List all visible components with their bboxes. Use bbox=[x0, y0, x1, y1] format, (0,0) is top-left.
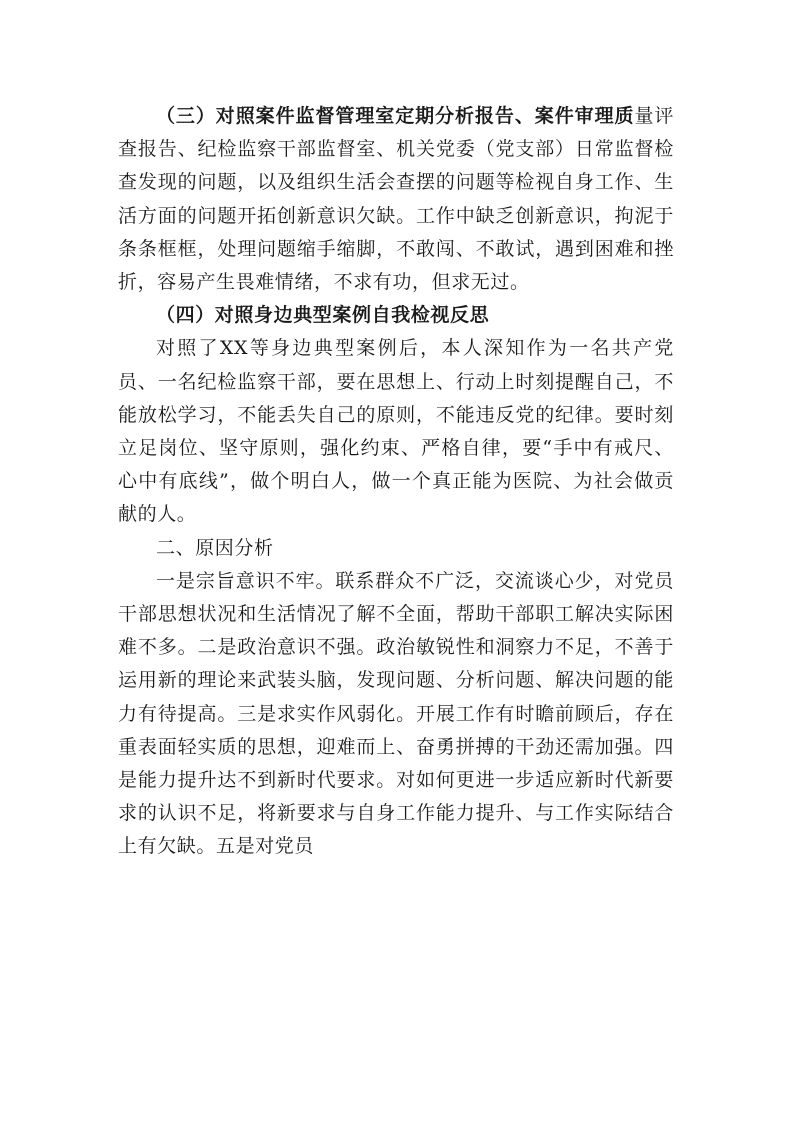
section-3-body: 量评查报告、纪检监察干部监督室、机关党委（党支部）日常监督检查发现的问题，以及组织生活会查摆的问题等检视自身工作、生活方面的问题开拓创新意识欠缺。工作中缺乏创新意识，拘泥于条条框框，处理问题缩手缩脚，不敢闯、不敢试，遇到困难和挫折，容易产生畏难情绪，不求有功，但求无过。 bbox=[118, 105, 675, 294]
section-4-heading: （四）对照身边典型案例自我检视反思 bbox=[156, 304, 490, 327]
section-4-body: 对照了XX等身边典型案例后，本人深知作为一名共产党员、一名纪检监察干部，要在思想上、行动上时刻提醒自己，不能放松学习，不能丢失自己的原则，不能违反党的纪律。要时刻立足岗位、坚守原则，强化约束、严格自律，要“手中有戒尺、心中有底线”，做个明白人，做一个真正能为医院、为社会做贡献的人。 bbox=[118, 337, 674, 526]
section-3-paragraph bbox=[118, 100, 674, 299]
part-2-body: 一是宗旨意识不牢。联系群众不广泛，交流谈心少，对党员干部思想状况和生活情况了解不全面，帮助干部职工解决实际困难不多。二是政治意识不强。政治敏锐性和洞察力不足，不善于运用新的理论来武装头脑，发现问题、分析问题、解决问题的能力有待提高。三是求实作风弱化。开展工作有时瞻前顾后，存在重表面轻实质的思想，迎难而上、奋勇拼搏的干劲还需加强。四是能力提升达不到新时代要求。对如何更进一步适应新时代新要求的认识不足，将新要求与自身工作能力提升、与工作实际结合上有欠缺。五是对党员 bbox=[118, 569, 674, 858]
document-page bbox=[118, 100, 674, 864]
section-3-heading: （三）对照案件监督管理室定期分析报告、案件审理质 bbox=[156, 105, 635, 127]
part-2-heading: 二、原因分析 bbox=[156, 536, 274, 559]
